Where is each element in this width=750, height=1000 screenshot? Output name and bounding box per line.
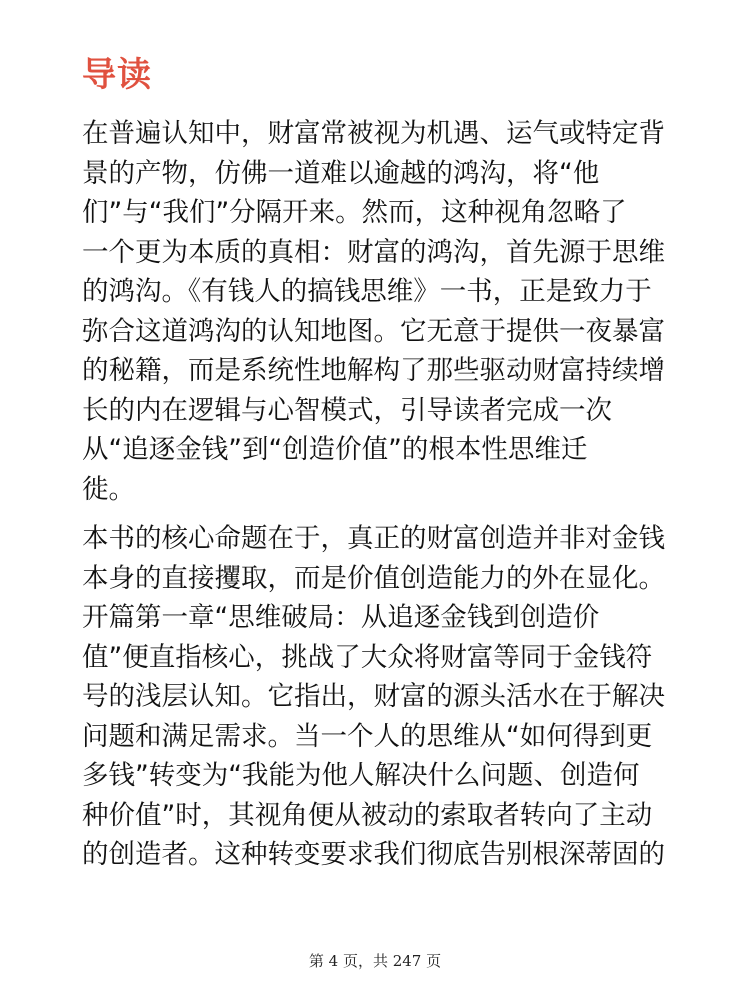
text-line: 问题和满足需求。当一个人的思维从“如何得到更 (82, 720, 653, 752)
text-line: 徙。 (82, 473, 135, 505)
text-line: 的鸿沟。《有钱人的搞钱思维》一书，正是致力于 (82, 276, 652, 307)
text-line: 多钱”转变为“我能为他人解决什么问题、创造何 (82, 760, 640, 791)
text-line: 本书的核心命题在于，真正的财富创造并非对金钱 (82, 523, 665, 554)
section-heading: 导读 (82, 55, 152, 95)
body-text (82, 114, 682, 875)
text-line: 们”与“我们”分隔开来。然而，这种视角忽略了 (82, 197, 627, 228)
text-line: 从“追逐金钱”到“创造价值”的根本性思维迁 (82, 434, 588, 465)
text-line: 开篇第一章“思维破局：从追逐金钱到创造价 (82, 602, 600, 633)
paragraph-2 (82, 519, 682, 875)
text-line: 的秘籍，而是系统性地解构了那些驱动财富持续增 (82, 355, 665, 386)
text-line: 一个更为本质的真相：财富的鸿沟，首先源于思维 (82, 236, 665, 268)
text-line: 景的产物，仿佛一道难以逾越的鸿沟，将“他 (82, 157, 600, 189)
paragraph-1 (82, 114, 682, 509)
text-line: 在普遍认知中，财富常被视为机遇、运气或特定背 (82, 118, 665, 149)
text-line: 长的内在逻辑与心智模式，引导读者完成一次 (82, 394, 612, 426)
page-number: 第 4 页，共 247 页 (308, 952, 442, 970)
text-line: 本身的直接攫取，而是价值创造能力的外在显化。 (82, 562, 665, 594)
text-line: 值”便直指核心，挑战了大众将财富等同于金钱符 (82, 641, 653, 673)
text-line: 的创造者。这种转变要求我们彻底告别根深蒂固的 (82, 839, 665, 870)
text-line: 种价值”时，其视角便从被动的索取者转向了主动 (82, 799, 653, 831)
text-line: 弥合这道鸿沟的认知地图。它无意于提供一夜暴富 (82, 315, 665, 347)
text-line: 号的浅层认知。它指出，财富的源头活水在于解决 (82, 681, 665, 712)
